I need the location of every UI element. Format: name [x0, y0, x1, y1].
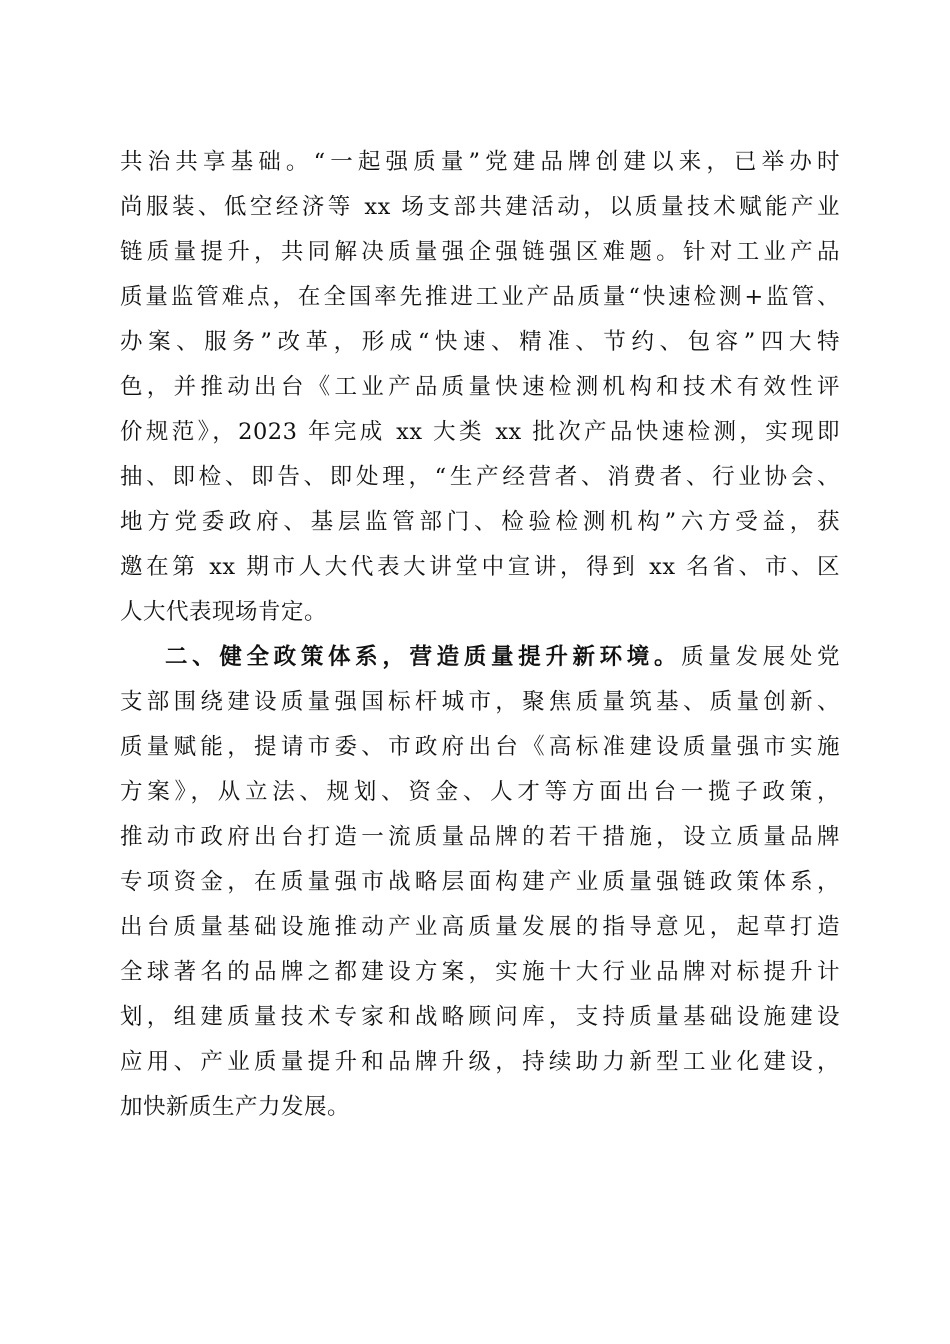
- text-line: 人大代表现场肯定。: [120, 599, 328, 625]
- text-run: 质量发展处党: [681, 644, 840, 670]
- text-line: 邀在第 xx 期市人大代表大讲堂中宣讲，得到 xx 名省、市、区: [120, 554, 840, 580]
- text-line: 方案》，从立法、规划、资金、人才等方面出台一揽子政策，: [120, 779, 840, 805]
- text-line: 支部围绕建设质量强国标杆城市，聚焦质量筑基、质量创新、: [120, 689, 840, 715]
- text-line: 出台质量基础设施推动产业高质量发展的指导意见，起草打造: [120, 914, 840, 940]
- text-line: 质量赋能，提请市委、市政府出台《高标准建设质量强市实施: [120, 734, 840, 760]
- paragraph-1: [120, 140, 840, 635]
- text-line: 共治共享基础。“一起强质量”党建品牌创建以来，已举办时: [120, 149, 840, 175]
- text-line: 划，组建质量技术专家和战略顾问库，支持质量基础设施建设: [120, 1004, 840, 1030]
- text-line: 尚服装、低空经济等 xx 场支部共建活动，以质量技术赋能产业: [120, 194, 840, 220]
- text-line: 专项资金，在质量强市战略层面构建产业质量强链政策体系，: [120, 869, 840, 895]
- text-line: 色，并推动出台《工业产品质量快速检测机构和技术有效性评: [120, 374, 840, 400]
- text-line: 全球著名的品牌之都建设方案，实施十大行业品牌对标提升计: [120, 959, 840, 985]
- text-line: 应用、产业质量提升和品牌升级，持续助力新型工业化建设，: [120, 1049, 840, 1075]
- text-line: 质量监管难点，在全国率先推进工业产品质量“快速检测+监管、: [120, 284, 840, 310]
- section-heading: 二、健全政策体系，营造质量提升新环境。: [165, 644, 682, 670]
- text-line: 链质量提升，共同解决质量强企强链强区难题。针对工业产品: [120, 239, 840, 265]
- body-text: [120, 140, 840, 1130]
- text-line: 价规范》，2023 年完成 xx 大类 xx 批次产品快速检测，实现即: [120, 419, 840, 445]
- text-line: 抽、即检、即告、即处理，“生产经营者、消费者、行业协会、: [120, 464, 840, 490]
- text-line: 办案、服务”改革，形成“快速、精准、节约、包容”四大特: [120, 329, 840, 355]
- text-line: 加快新质生产力发展。: [120, 1094, 351, 1120]
- paragraph-2: [120, 635, 840, 1130]
- text-line: 地方党委政府、基层监管部门、检验检测机构”六方受益，获: [120, 509, 840, 535]
- text-line: 推动市政府出台打造一流质量品牌的若干措施，设立质量品牌: [120, 824, 840, 850]
- paragraph-2-first-line: [120, 635, 840, 680]
